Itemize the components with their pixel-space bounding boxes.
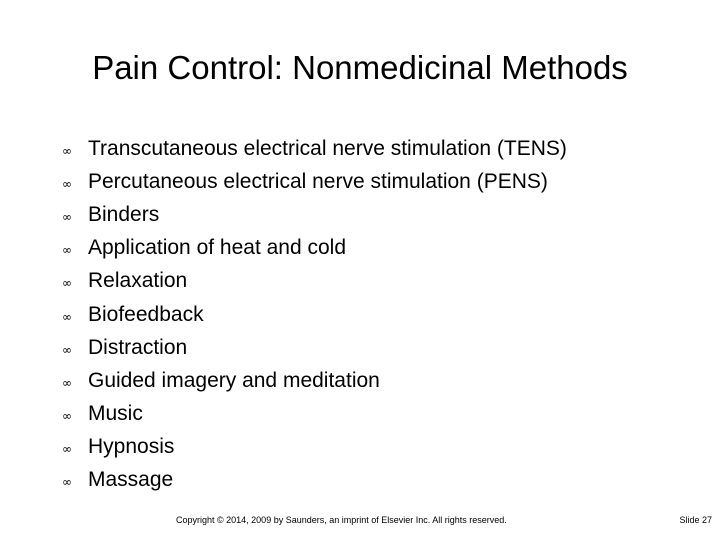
infinity-icon: ∞: [62, 442, 72, 457]
bullet-text: Hypnosis: [88, 435, 175, 459]
infinity-icon: ∞: [62, 243, 72, 258]
list-item: [62, 265, 567, 298]
infinity-icon: ∞: [62, 276, 72, 291]
bullet-text: Biofeedback: [88, 302, 204, 326]
list-item: [62, 398, 567, 431]
slide-title: Pain Control: Nonmedicinal Methods: [92, 49, 628, 86]
infinity-icon: ∞: [62, 309, 72, 324]
list-item: [62, 232, 567, 265]
infinity-icon: ∞: [62, 409, 72, 424]
infinity-icon: ∞: [62, 342, 72, 357]
bullet-text: Massage: [88, 468, 174, 492]
bullet-text: Transcutaneous electrical nerve stimulation (TENS): [88, 136, 567, 160]
slide-number: Slide 27: [679, 515, 712, 525]
list-item: [62, 298, 567, 331]
list-item: [62, 331, 567, 364]
infinity-icon: ∞: [62, 375, 72, 390]
infinity-icon: ∞: [62, 209, 72, 224]
infinity-icon: ∞: [62, 176, 72, 191]
bullet-list: [62, 132, 567, 497]
list-item: [62, 364, 567, 397]
bullet-text: Guided imagery and meditation: [88, 368, 380, 392]
list-item: [62, 165, 567, 198]
bullet-text: Percutaneous electrical nerve stimulation (PENS): [88, 169, 548, 193]
bullet-text: Distraction: [88, 335, 188, 359]
bullet-text: Application of heat and cold: [88, 236, 347, 260]
list-item: [62, 464, 567, 497]
bullet-text: Music: [88, 402, 143, 426]
list-item: [62, 132, 567, 165]
bullet-text: Relaxation: [88, 269, 188, 293]
bullet-text: Binders: [88, 202, 160, 226]
infinity-icon: ∞: [62, 475, 72, 490]
list-item: [62, 198, 567, 231]
list-item: [62, 431, 567, 464]
copyright-notice: Copyright © 2014, 2009 by Saunders, an imprint of Elsevier Inc. All rights reserved.: [176, 515, 507, 525]
infinity-icon: ∞: [62, 143, 72, 158]
